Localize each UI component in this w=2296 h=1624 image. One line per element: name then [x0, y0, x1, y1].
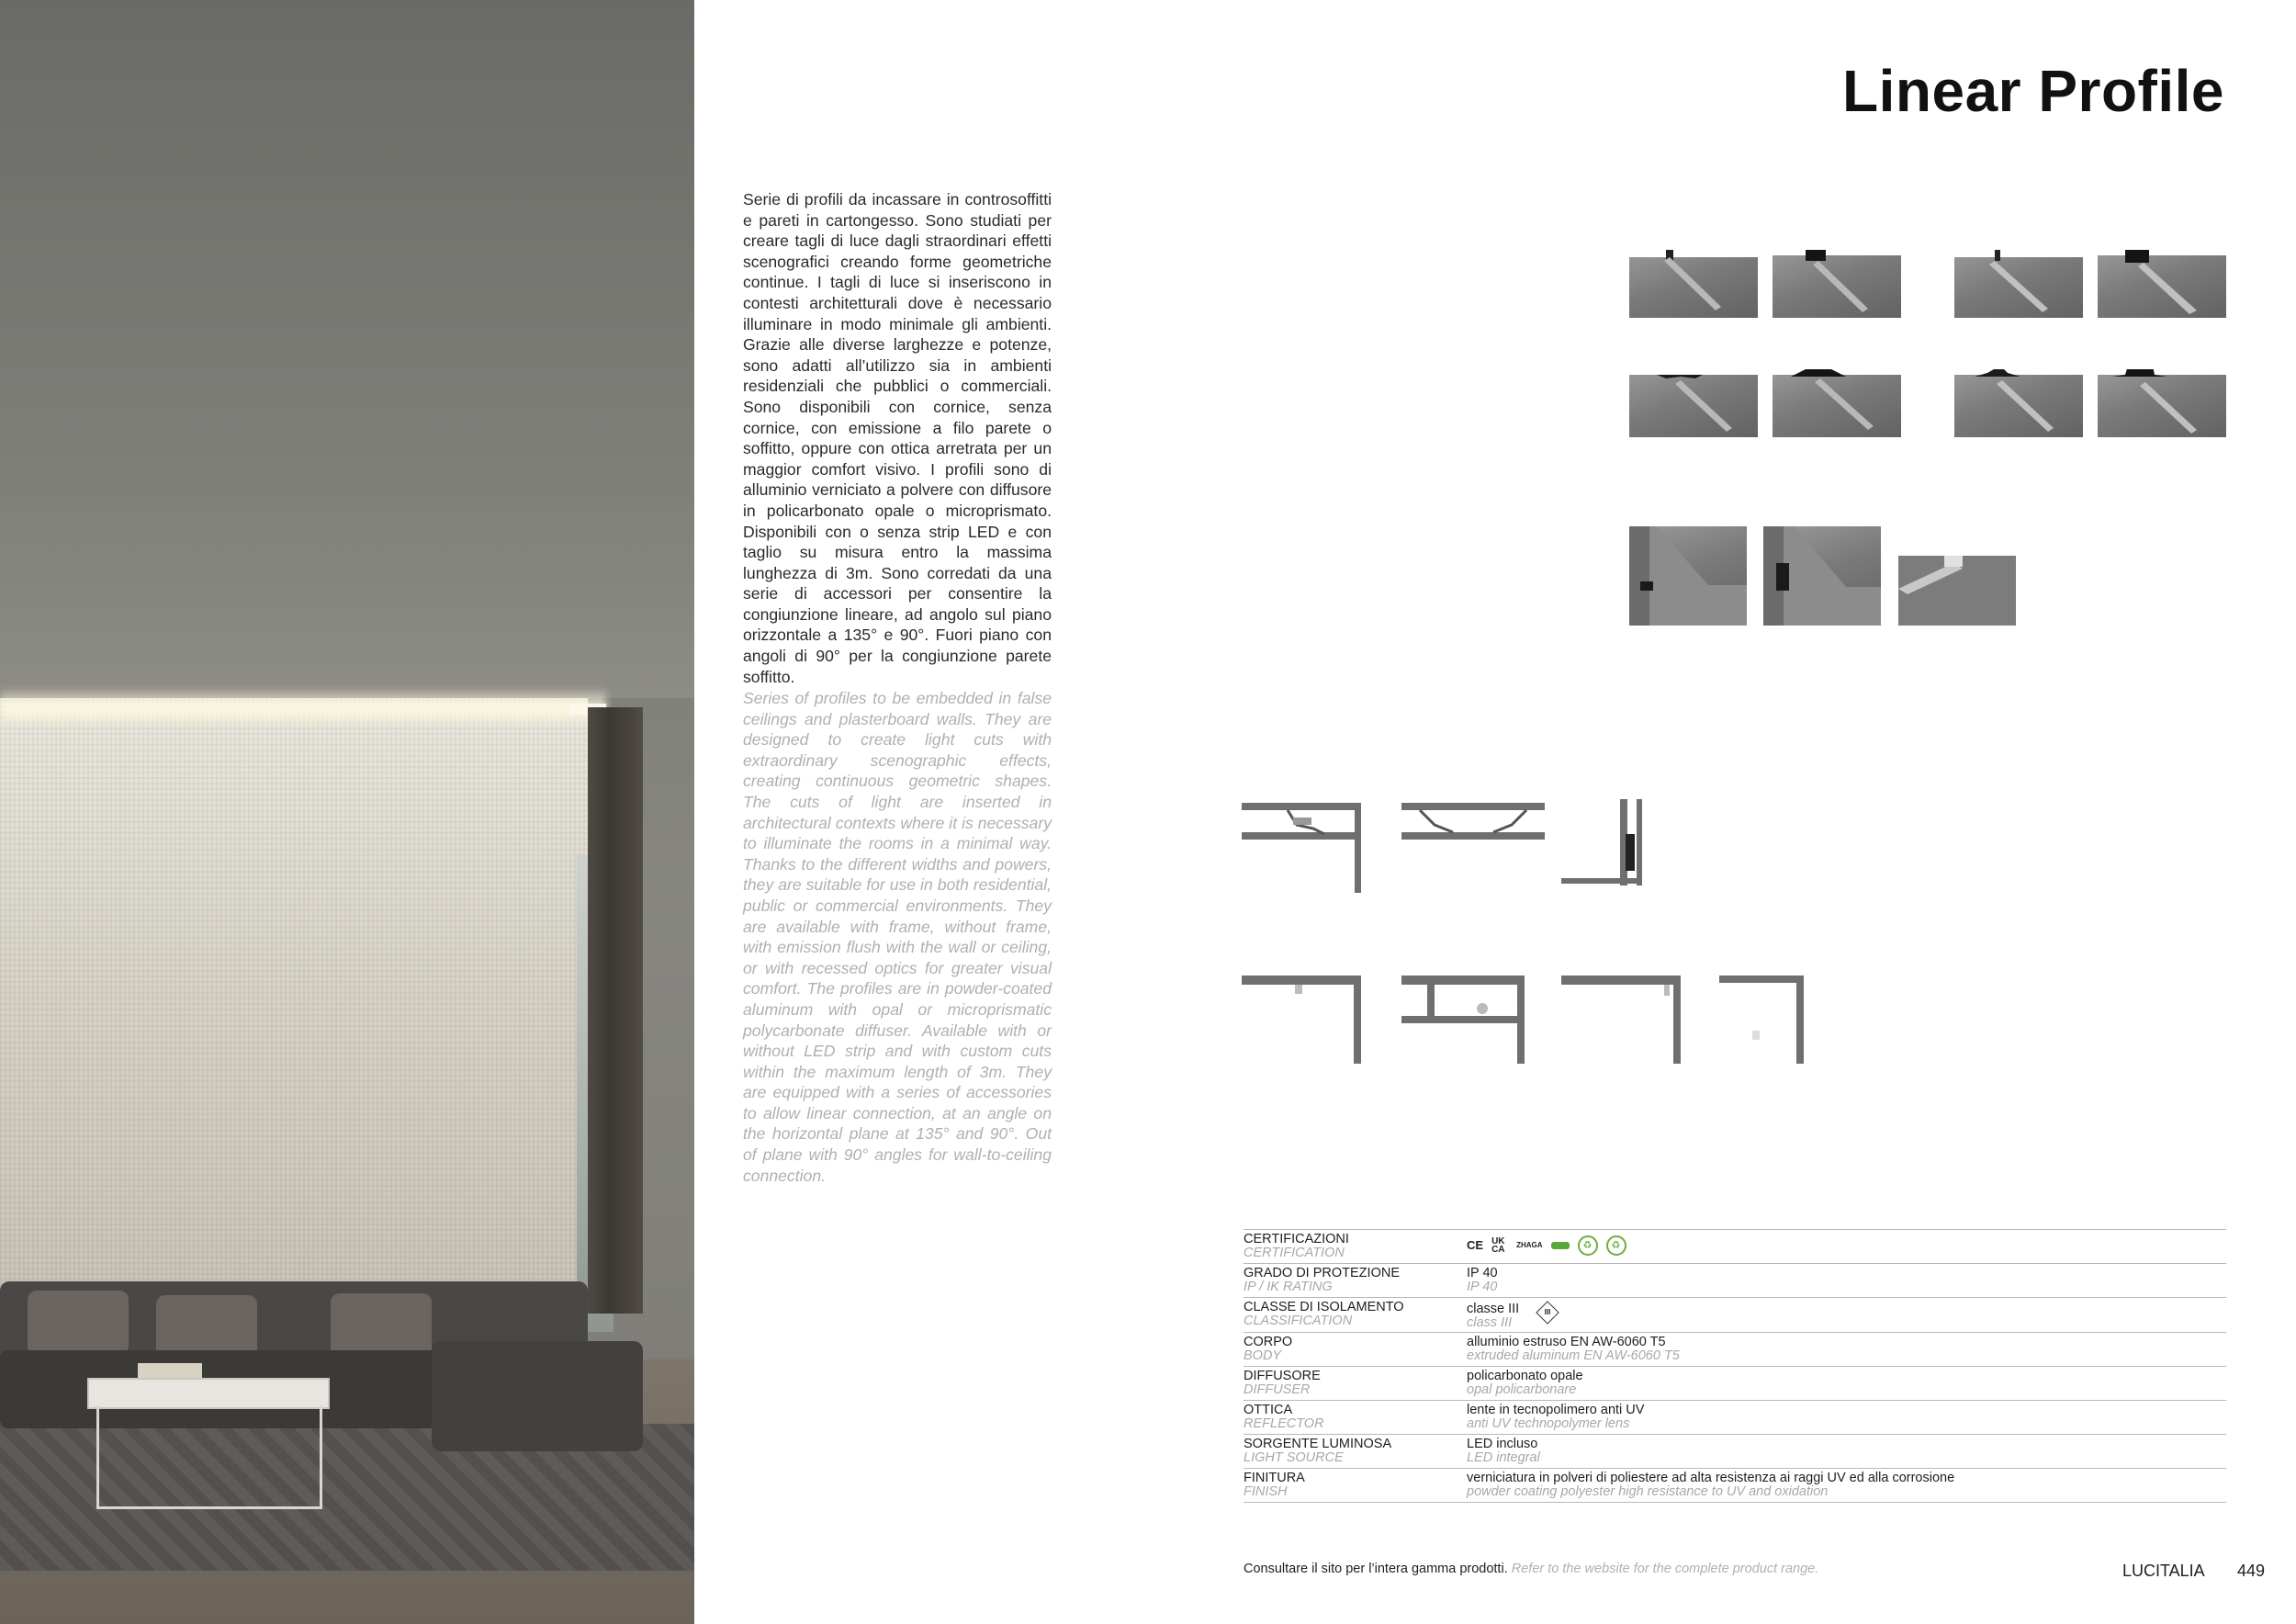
- photo-sofa-chaise: [432, 1341, 643, 1451]
- spec-row-reflector: [1244, 1401, 2226, 1435]
- section-drawing: [1401, 797, 1545, 852]
- section-drawing: [1719, 976, 1807, 1067]
- spec-value: lente in tecnopolimero anti UV: [1467, 1403, 1645, 1417]
- page-title: Linear Profile: [1842, 58, 2224, 124]
- zhaga-icon: ZHAGA: [1516, 1241, 1543, 1249]
- product-thumbnail: [2098, 250, 2226, 318]
- spec-value: classe III: [1467, 1302, 1520, 1316]
- spec-value-en: anti UV technopolymer lens: [1467, 1416, 1630, 1431]
- photo-pillow: [331, 1293, 432, 1358]
- product-thumbnail: [2098, 369, 2226, 437]
- spec-label: DIFFUSORE: [1244, 1369, 1321, 1383]
- spec-label-en: BODY: [1244, 1348, 1282, 1363]
- led-icon: [1551, 1242, 1570, 1249]
- spec-value-en: LED integral: [1467, 1450, 1540, 1465]
- spec-value: verniciatura in polveri di poliestere ad alta resistenza ai raggi UV ed alla corrosione: [1467, 1471, 1955, 1485]
- spec-table: [1244, 1229, 2226, 1503]
- product-thumbnail: [1954, 369, 2083, 437]
- spec-label-en: IP / IK RATING: [1244, 1280, 1333, 1294]
- spec-row-finish: [1244, 1469, 2226, 1503]
- photo-pillow: [28, 1291, 129, 1355]
- spec-value-en: class III: [1467, 1315, 1513, 1330]
- spec-value: LED incluso: [1467, 1437, 1538, 1451]
- description-english: Series of profiles to be embedded in false ceilings and plasterboard walls. They are designed to create light cuts with extraordinary scenographic effects, creating continuous geometric shapes. The cuts of light are inserted in architectural contexts where it is necessary to illuminate the rooms in a minimal way. Thanks to the different widths and powers, they are suitable for use in both residential, public or commercial environments. They are available with frame, without frame, with emission flush with the wall or ceiling, or with recessed optics for greater visual comfort. The profiles are in powder-coated aluminum with opal or microprismatic polycarbonate diffuser. Available with or without LED strip and with custom cuts within the maximum length of 3m. They are equipped with a series of accessories to allow linear connection, at an angle on the horizontal plane at 135° and 90°. Out of plane with 90° angles for wall-to-ceiling connection.: [743, 689, 1052, 1185]
- photo-coffee-table-frame: [96, 1405, 322, 1509]
- product-thumbnail: [1773, 250, 1901, 318]
- spec-label: CERTIFICAZIONI: [1244, 1232, 1349, 1246]
- product-thumbnail: [1629, 250, 1758, 318]
- product-thumbnail: [1629, 369, 1758, 437]
- product-thumbnail: [1954, 250, 2083, 318]
- spec-row-body: [1244, 1333, 2226, 1367]
- spec-value-en: powder coating polyester high resistance to UV and oxidation: [1467, 1484, 1829, 1499]
- section-drawing: [1401, 976, 1530, 1067]
- spec-label-en: FINISH: [1244, 1484, 1288, 1499]
- spec-label-en: LIGHT SOURCE: [1244, 1450, 1344, 1465]
- photo-curtain: [588, 707, 643, 1314]
- certification-icons: [1467, 1236, 1626, 1255]
- spec-label: GRADO DI PROTEZIONE: [1244, 1266, 1400, 1280]
- product-thumbnail-corner: [1898, 556, 2016, 626]
- section-drawing: [1561, 797, 1646, 885]
- spec-row-ip-rating: [1244, 1264, 2226, 1298]
- class-iii-icon: III: [1536, 1301, 1559, 1324]
- spec-value-en: opal policarbonare: [1467, 1382, 1577, 1397]
- section-drawing: [1242, 976, 1367, 1067]
- product-thumbnail: [1773, 369, 1901, 437]
- photo-light-cut-glow: [0, 687, 606, 724]
- ce-mark-icon: CE: [1467, 1238, 1484, 1252]
- product-thumbnail-corner: [1763, 526, 1881, 626]
- spec-row-certification: [1244, 1230, 2226, 1264]
- spec-value: policarbonato opale: [1467, 1369, 1583, 1383]
- recycle-alu-icon: ♻: [1578, 1235, 1598, 1256]
- section-drawing: [1561, 976, 1686, 1067]
- brand-name: LUCITALIA: [2122, 1562, 2205, 1580]
- spec-value: alluminio estruso EN AW-6060 T5: [1467, 1335, 1666, 1349]
- spec-row-light-source: [1244, 1435, 2226, 1469]
- description-italian: Serie di profili da incassare in controsoffitti e pareti in cartongesso. Sono studiati per creare tagli di luce dagli straordinari effetti scenografici creando forme geometriche continue. I tagli di luce si inseriscono in contesti architetturali dove è necessario illuminare in modo minimale gli ambienti. Grazie alle diverse larghezze e potenze, sono adatti all’utilizzo sia in ambienti residenziali che pubblici o commerciali. Sono disponibili con cornice, senza cornice, con emissione a filo parete o soffitto, oppure con ottica arretrata per un maggior comfort visivo. I profili sono di alluminio verniciato a polvere con diffusore in policarbonato opale o microprismato. Disponibili con o senza strip LED e con taglio su misura entro la massima lunghezza di 3m. Sono corredati da una serie di accessori per consentire la congiunzione lineare, ad angolo sul piano orizzontale a 135° e 90°. Fuori piano con angoli di 90° per la congiunzione parete soffitto.: [743, 190, 1052, 686]
- ukca-mark-icon: UK CA: [1491, 1236, 1505, 1255]
- spec-label-en: DIFFUSER: [1244, 1382, 1311, 1397]
- page-number: 449: [2237, 1562, 2266, 1580]
- spec-label-en: CERTIFICATION: [1244, 1246, 1345, 1260]
- spec-value: IP 40: [1467, 1266, 1498, 1280]
- spec-label: OTTICA: [1244, 1403, 1293, 1417]
- spec-label-en: REFLECTOR: [1244, 1416, 1324, 1431]
- footer-note-italian: Consultare il sito per l’intera gamma prodotti.: [1244, 1562, 1508, 1576]
- section-drawing: [1242, 797, 1367, 893]
- spec-label: CLASSE DI ISOLAMENTO: [1244, 1300, 1404, 1314]
- spec-label-en: CLASSIFICATION: [1244, 1314, 1353, 1328]
- spec-label: CORPO: [1244, 1335, 1293, 1349]
- footer-note-english: Refer to the website for the complete product range.: [1511, 1562, 1819, 1576]
- recycle-pc-icon: ♻: [1606, 1235, 1626, 1256]
- footer-note: [1244, 1562, 1818, 1576]
- photo-coffee-table: [87, 1378, 330, 1409]
- product-thumbnail-corner: [1629, 526, 1747, 626]
- spec-row-classification: [1244, 1298, 2226, 1333]
- spec-label: FINITURA: [1244, 1471, 1305, 1485]
- interior-photo: [0, 0, 694, 1624]
- spec-row-diffuser: [1244, 1367, 2226, 1401]
- spec-label: SORGENTE LUMINOSA: [1244, 1437, 1392, 1451]
- spec-value-en: IP 40: [1467, 1280, 1498, 1294]
- photo-ceiling: [0, 0, 694, 698]
- spec-value-en: extruded aluminum EN AW-6060 T5: [1467, 1348, 1680, 1363]
